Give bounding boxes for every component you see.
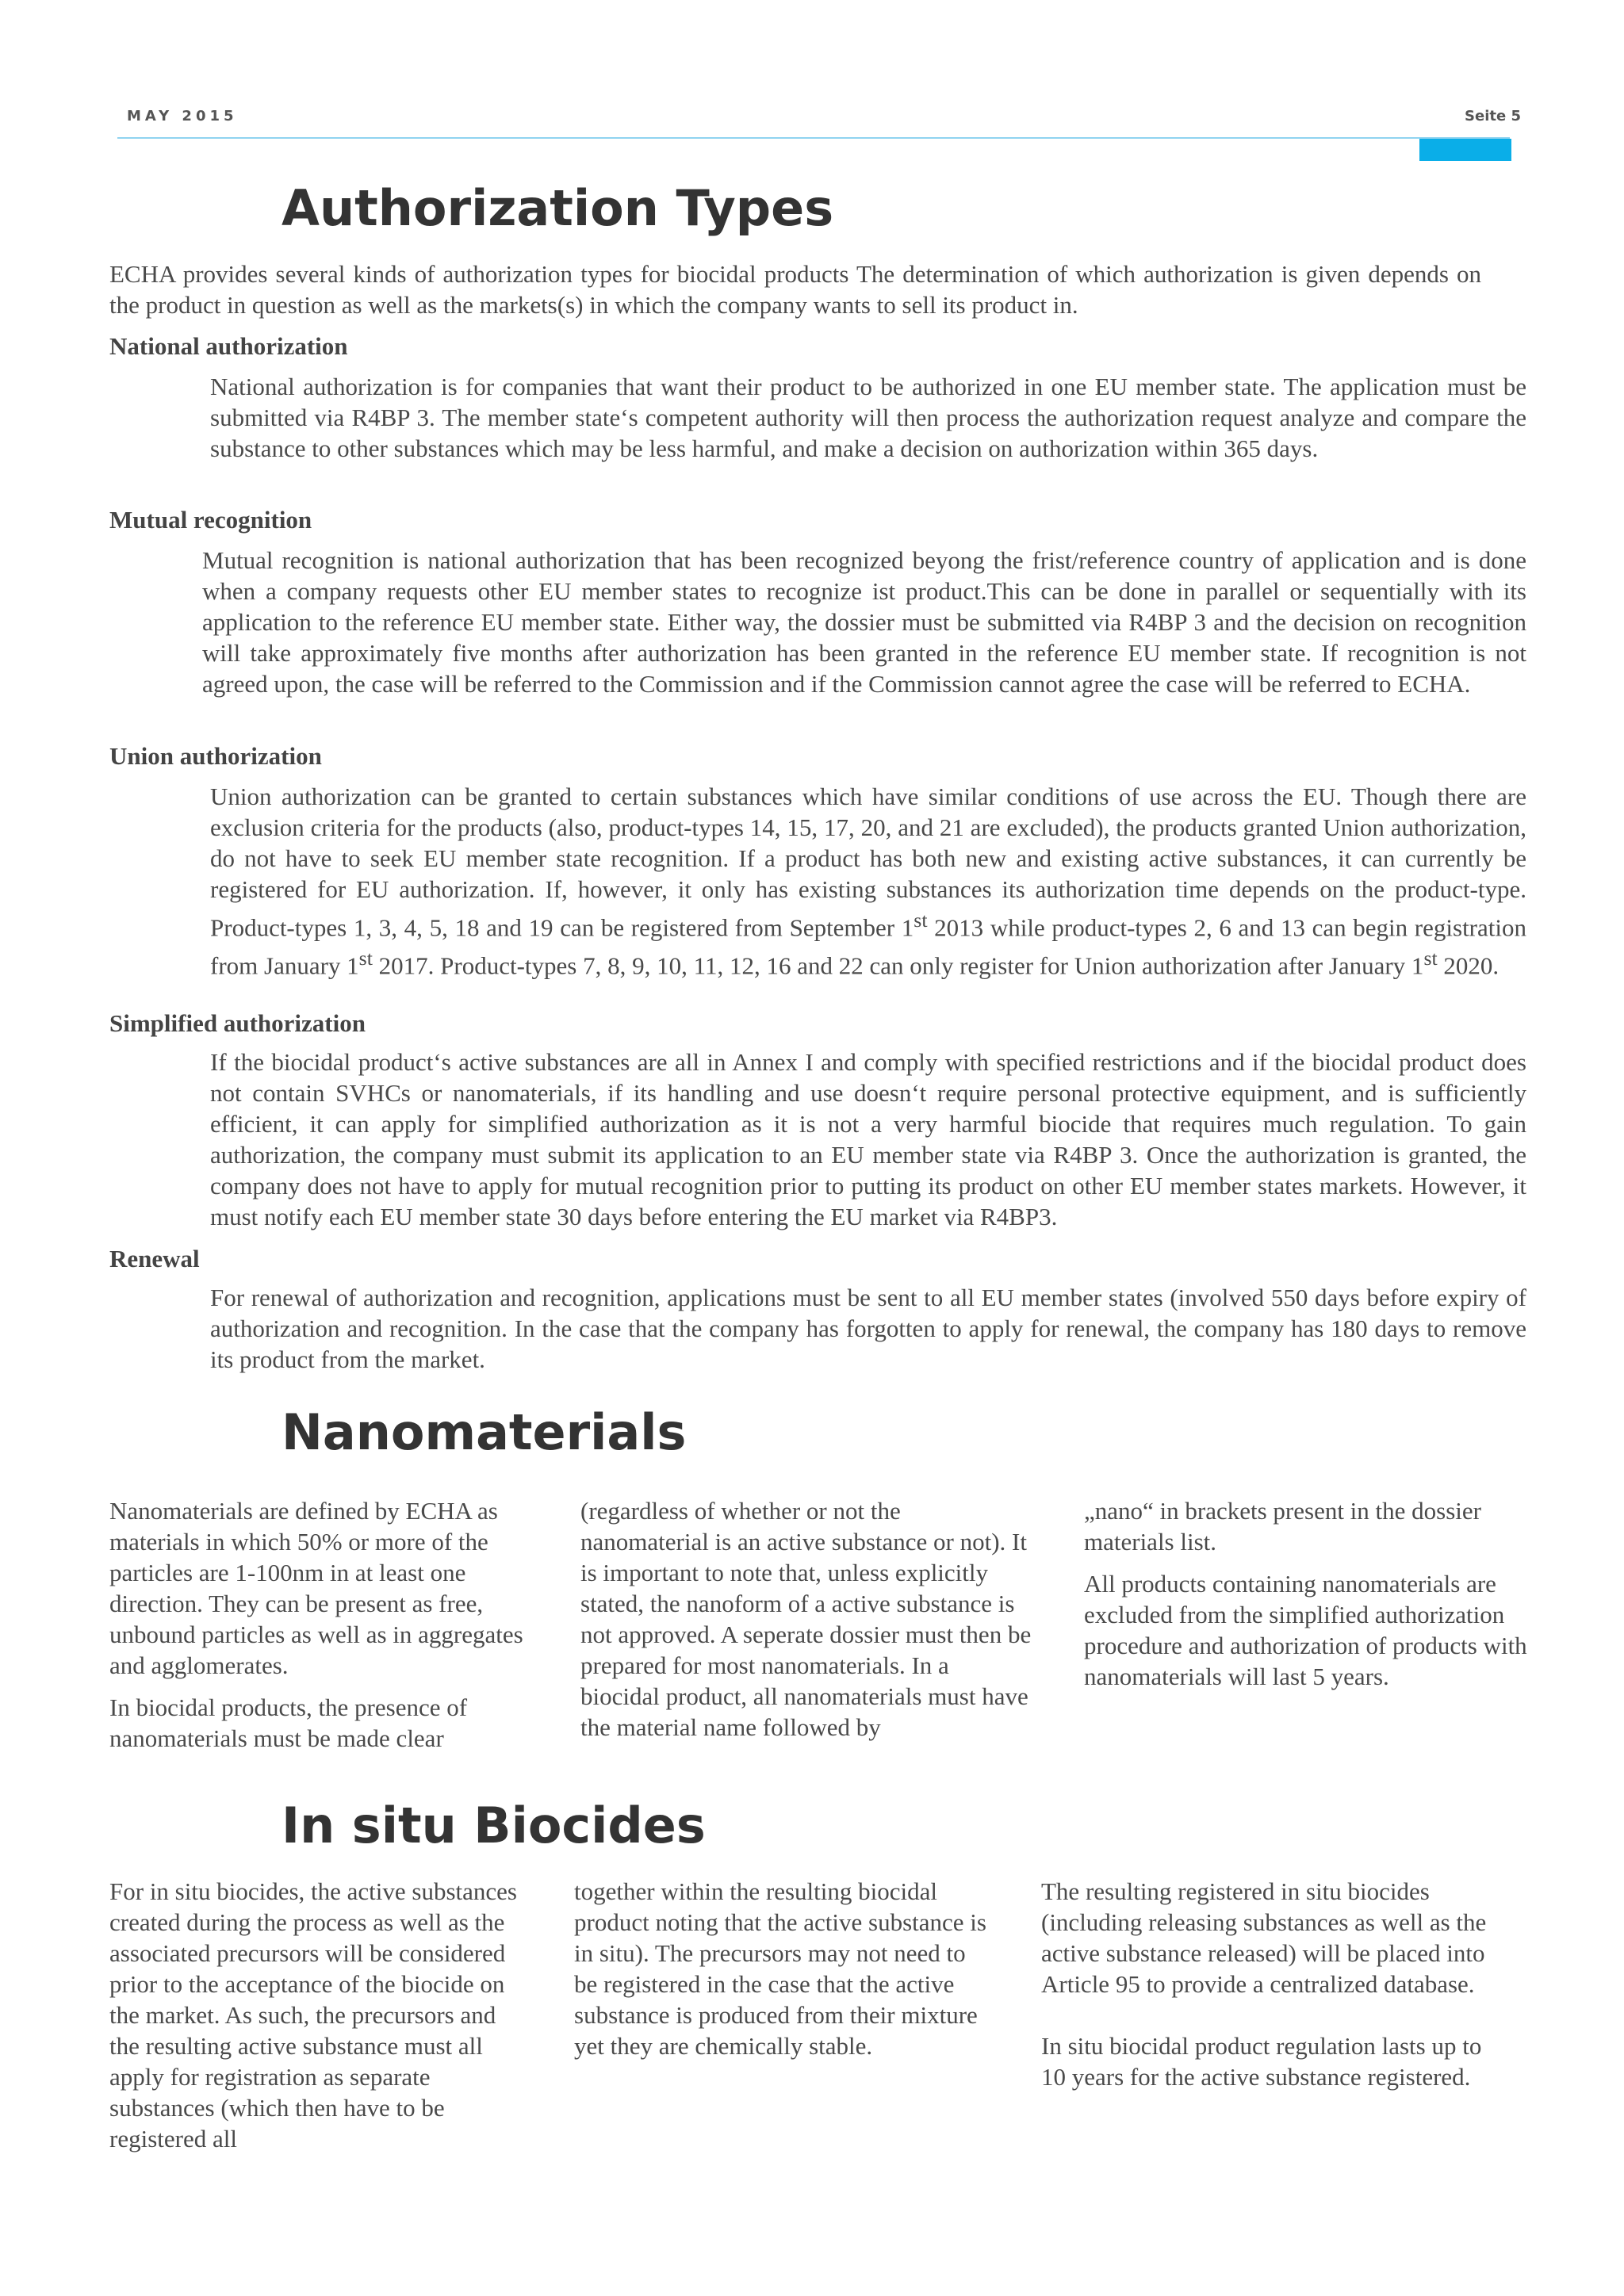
authorization-types-title: Authorization Types: [282, 179, 834, 237]
header-date: MAY 2015: [127, 108, 238, 124]
header-page-number: Seite 5: [1465, 108, 1521, 124]
nanomaterials-col3-paragraph-1: „nano“ in brackets present in the dossier materials list.: [1084, 1497, 1481, 1556]
nanomaterials-column-1: [109, 1495, 538, 1765]
nanomaterials-title: Nanomaterials: [282, 1403, 687, 1461]
nanomaterials-col3-paragraph-2: All products containing nanomaterials are excluded from the simplified authorization procedure and authorization of products with nanomaterials will last 5 years.: [1084, 1570, 1527, 1690]
nanomaterials-col1-paragraph-1: Nanomaterials are defined by ECHA as materials in which 50% or more of the particles are 1-100nm in at least one direction. They can be present as free, unbound particles as well as in aggregates and agglomerates.: [109, 1497, 523, 1679]
in-situ-column-3: [1041, 1876, 1509, 2103]
mutual-recognition-text: Mutual recognition is national authorization that has been recognized beyong the frist/reference country of application and is done when a company requests other EU member states to recognize ist product.This can be done in parallel or sequentially with its application to the reference EU member state. Either way, the dossier must be submitted via R4BP 3 and the decision on recognition will take approximately five months after authorization has been granted in the reference EU member state. If recognition is not agreed upon, the case will be referred to the Commission and if the Commission cannot agree the case will be referred to ECHA.: [202, 546, 1526, 698]
header-accent-block: [1419, 139, 1511, 161]
nanomaterials-col1-paragraph-2: In biocidal products, the presence of nanomaterials must be made clear: [109, 1693, 468, 1752]
simplified-authorization-text: If the biocidal product‘s active substances are all in Annex I and comply with specified restrictions and if the biocidal product does not contain SVHCs or nanomaterials, if its handling and use doesn‘t require personal protective equipment, and is sufficiently efficient, it can apply for simplified authorization as it is not a very harmful biocide that requires much regulation. To gain authorization, the company must submit its application to an EU member state via R4BP 3. Once the authorization is granted, the company does not have to apply for mutual recognition prior to putting its product on other EU member states markets. However, it must notify each EU member state 30 days before entering the EU market via R4BP3.: [210, 1048, 1526, 1230]
simplified-authorization-heading: Simplified authorization: [109, 1009, 366, 1037]
in-situ-col3-paragraph-1: The resulting registered in situ biocides (including releasing substances as well as the active substance released) will be placed into Article 95 to provide a centralized database.: [1041, 1877, 1487, 1998]
authorization-intro: ECHA provides several kinds of authorization types for biocidal products The determination of which authorization is given depends on the product in question as well as the markets(s) in which the company wants to sell its product in.: [109, 260, 1481, 319]
header-rule: [117, 137, 1510, 139]
nanomaterials-column-3: [1084, 1495, 1540, 1703]
in-situ-col3-paragraph-2: In situ biocidal product regulation lasts up to 10 years for the active substance registered.: [1041, 2032, 1482, 2091]
in-situ-column-1: [109, 1876, 522, 2165]
national-authorization-heading: National authorization: [109, 332, 348, 360]
renewal-text: For renewal of authorization and recognition, applications must be sent to all EU member states (involved 550 days before expiry of authorization and recognition. In the case that the company has forgotten to apply for renewal, the company has 180 days to remove its product from the market.: [210, 1284, 1526, 1373]
in-situ-col1-paragraph-1: For in situ biocides, the active substances created during the process as well as the associated precursors will be considered prior to the acceptance of the biocide on the market. As such, the precursors and the resulting active substance must all apply for registration as separate substances (which then have to be registered all: [109, 1877, 517, 2152]
nanomaterials-column-2: [580, 1495, 1032, 1754]
in-situ-column-2: [574, 1876, 986, 2072]
nanomaterials-col2-paragraph-1: (regardless of whether or not the nanomaterial is an active substance or not). It is important to note that, unless explicitly stated, the nanoform of a active substance is not approved. A seperate dossier must then be prepared for most nanomaterials. In a biocidal product, all nanomaterials must have the material name followed by: [580, 1497, 1032, 1741]
union-authorization-heading: Union authorization: [109, 742, 322, 770]
national-authorization-text: National authorization is for companies that want their product to be authorized in one EU member state. The application must be submitted via R4BP 3. The member state‘s competent authority will then process the authorization request analyze and compare the substance to other substances which may be less harmful, and make a decision on authorization within 365 days.: [210, 373, 1526, 462]
union-authorization-text: Union authorization can be granted to certain substances which have similar conditions of use across the EU. Though there are exclusion criteria for the products (also, product-types 14, 15, 17, 20, and 21 are excluded), the products granted Union authorization, do not have to seek EU member state recognition. If a product has both new and existing active substances, it can currently be registered for EU authorization. If, however, it only has existing substances its authorization time depends on the product-type. Product-types 1, 3, 4, 5, 18 and 19 can be registered from September 1st 2013 while product-types 2, 6 and 13 can begin registration from January 1st 2017. Product-types 7, 8, 9, 10, 11, 12, 16 and 22 can only register for Union authorization after January 1st 2020.: [210, 783, 1526, 980]
in-situ-col2-paragraph-1: together within the resulting biocidal product noting that the active substance is in situ). The precursors may not need to be registered in the case that the active substance is produced from their mixture yet they are chemically stable.: [574, 1877, 986, 2060]
in-situ-biocides-title: In situ Biocides: [282, 1797, 706, 1854]
renewal-heading: Renewal: [109, 1245, 200, 1272]
mutual-recognition-heading: Mutual recognition: [109, 506, 312, 534]
